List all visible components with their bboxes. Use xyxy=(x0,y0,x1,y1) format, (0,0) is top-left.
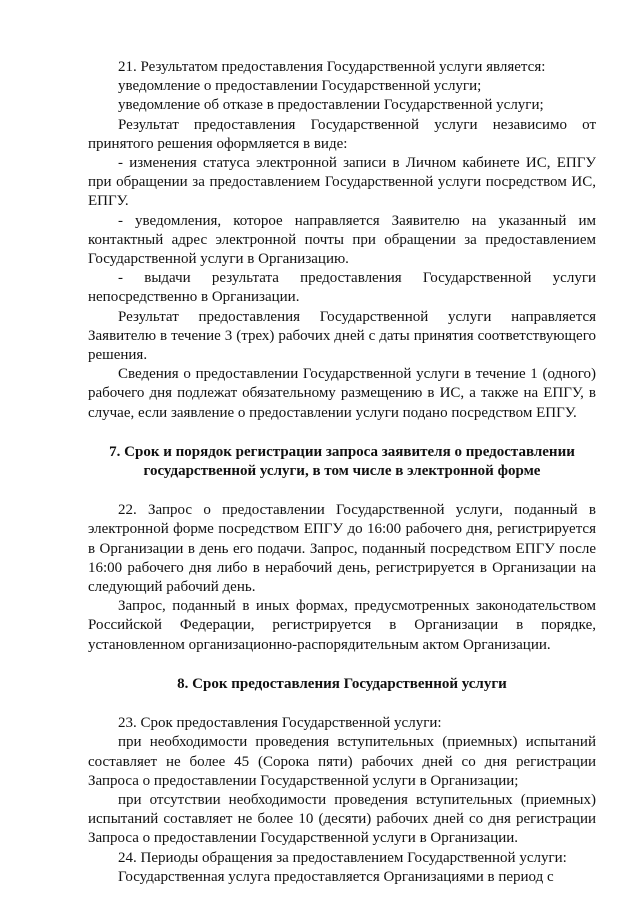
paragraph-21f: - выдачи результата предоставления Государственной услуги непосредственно в Организации. xyxy=(88,270,596,306)
paragraph-23a: при необходимости проведения вступительных (приемных) испытаний составляет не более 45 (Сорока пяти) рабочих дней со дня регистрации Запроса о предоставлении Государственной услуги в Организации; xyxy=(88,734,596,789)
paragraph-24a: Государственная услуга предоставляется Организациями в период с xyxy=(118,868,554,885)
paragraph-22: 22. Запрос о предоставлении Государственной услуги, поданный в электронной форме посредством ЕПГУ до 16:00 рабочего дня, регистрируется в Организации в день его подачи. Запрос, поданный посредством ЕПГУ после 16:00 рабочего дня либо в нерабочий день, регистрируется в Организации на следующий рабочий день. xyxy=(88,502,596,596)
section-gap xyxy=(88,423,596,443)
section-gap xyxy=(88,655,596,675)
paragraph-21h: Сведения о предоставлении Государственной услуги в течение 1 (одного) рабочего дня подлежат обязательному размещению в ИС, а также на ЕПГУ, в случае, если заявление о предоставлении услуги подано посредством ЕПГУ. xyxy=(88,366,596,421)
section-7-heading: 7. Срок и порядок регистрации запроса заявителя о предоставлении государственной услуги, в том числе в электронной форме xyxy=(109,443,575,480)
paragraph-23b: при отсутствии необходимости проведения вступительных (приемных) испытаний составляет не более 10 (десяти) рабочих дней со дня регистрации Запроса о предоставлении Государственной услуги в Организации. xyxy=(88,791,596,847)
paragraph-21c: Результат предоставления Государственной услуги независимо от принятого решения оформляется в виде: xyxy=(88,116,596,152)
section-8-heading: 8. Срок предоставления Государственной услуги xyxy=(177,675,507,692)
section-gap xyxy=(88,481,596,501)
section-gap xyxy=(88,694,596,714)
paragraph-21g: Результат предоставления Государственной услуги направляется Заявителю в течение 3 (трех) рабочих дней с даты принятия соответствующего решения. xyxy=(88,308,596,364)
paragraph-21b: уведомление об отказе в предоставлении Государственной услуги; xyxy=(118,97,544,114)
paragraph-21e: - уведомления, которое направляется Заявителю на указанный им контактный адрес электронной почты при обращении за предоставлением Государственной услуги в Организацию. xyxy=(88,212,596,268)
paragraph-22a: Запрос, поданный в иных формах, предусмотренных законодательством Российской Федерации, регистрируется в Организации в порядке, установленном организационно-распорядительным актом Организации. xyxy=(88,598,596,653)
paragraph-21a: уведомление о предоставлении Государственной услуги; xyxy=(118,78,482,95)
paragraph-24: 24. Периоды обращения за предоставлением Государственной услуги: xyxy=(118,849,567,866)
paragraph-21: 21. Результатом предоставления Государственной услуги является: xyxy=(118,59,546,75)
paragraph-21d: - изменения статуса электронной записи в Личном кабинете ИС, ЕПГУ при обращении за предоставлением Государственной услуги посредством ИС, ЕПГУ. xyxy=(88,155,596,210)
paragraph-23: 23. Срок предоставления Государственной услуги: xyxy=(118,715,442,732)
document-page xyxy=(88,58,596,887)
